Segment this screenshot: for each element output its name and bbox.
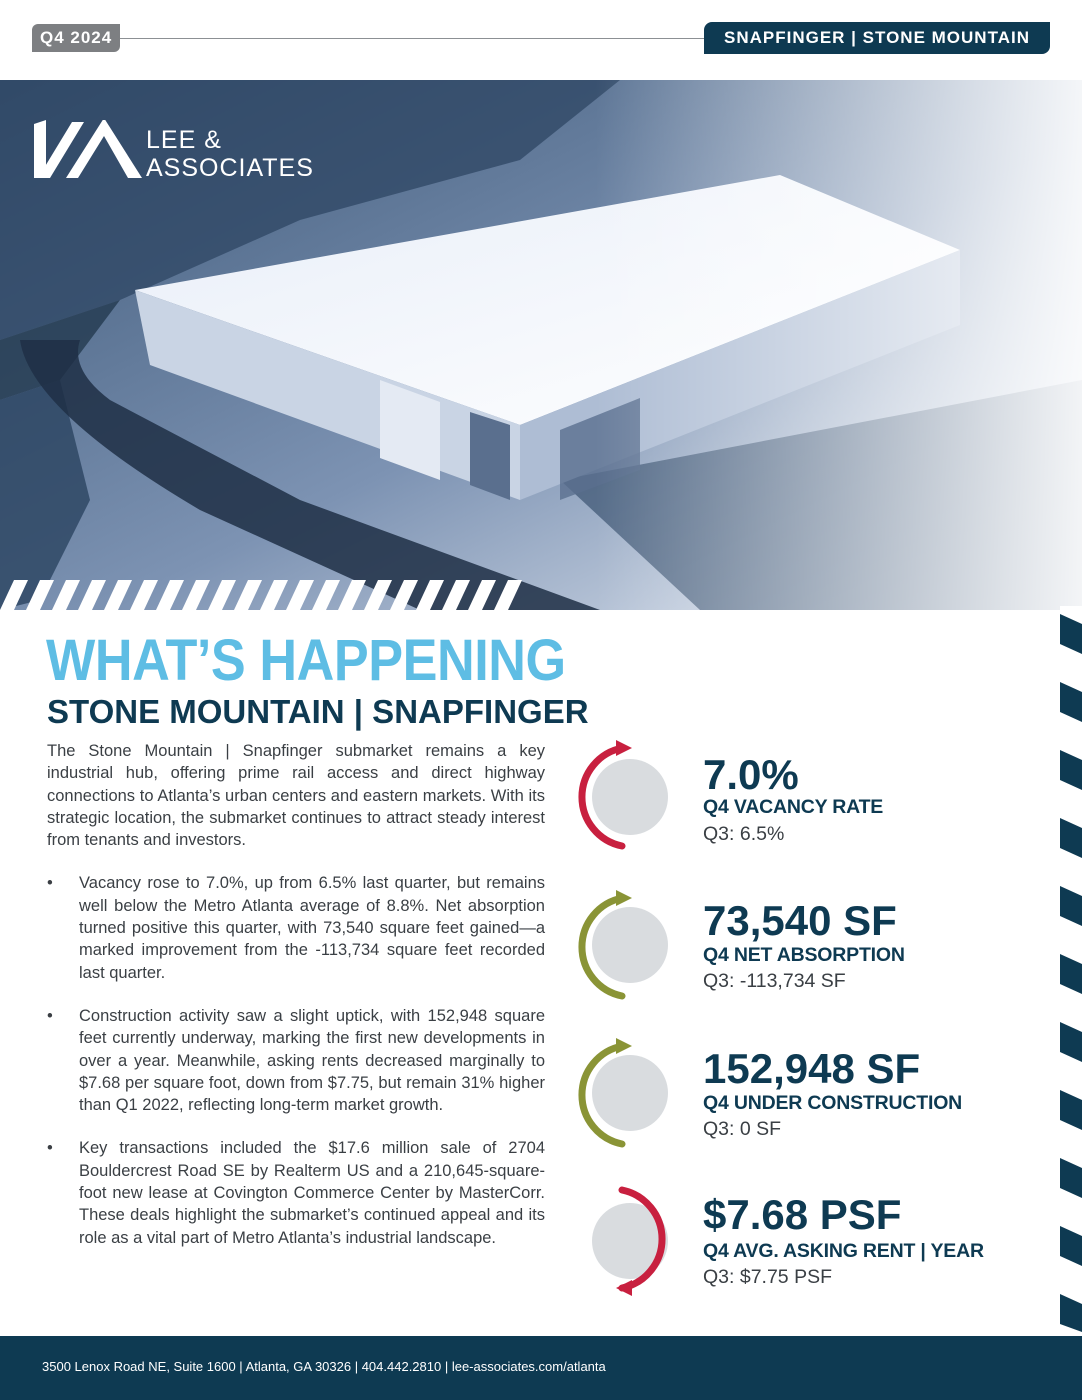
vacancy-trend-up-icon: [572, 740, 682, 850]
page-subhead: STONE MOUNTAIN | SNAPFINGER: [47, 693, 589, 730]
list-item: [47, 1137, 545, 1248]
asking-rent-value: $7.68 PSF: [703, 1191, 902, 1238]
page-headline: WHAT’S HAPPENING: [46, 628, 566, 693]
bullet-icon: •: [47, 1006, 53, 1025]
bullet-text: Vacancy rose to 7.0%, up from 6.5% last quarter, but remains well below the Metro Atlanta average of 8.8%. Net absorption turned positive this quarter, with 73,540 square feet gained—a marked improvement from the -113,734 square feet recorded last quarter.: [79, 874, 545, 982]
list-item: [47, 872, 545, 983]
quarter-tag: Q4 2024: [32, 24, 120, 52]
logo-wordmark: [146, 126, 314, 182]
side-hazard-stripes: [1060, 606, 1082, 1332]
bullet-text: Key transactions included the $17.6 million sale of 2704 Bouldercrest Road SE by Realterm US and a 210,645-square-foot new lease at Covington Commerce Center by MasterCorr. These deals highlight the submarket’s continued appeal and its role as a vital part of Metro Atlanta’s industrial landscape.: [79, 1139, 545, 1247]
footer-contact-text: 3500 Lenox Road NE, Suite 1600 | Atlanta, GA 30326 | 404.442.2810 | lee-associates.com/atlanta: [42, 1359, 606, 1374]
net-absorption-value: 73,540 SF: [703, 897, 897, 944]
asking-rent-label: Q4 AVG. ASKING RENT | YEAR: [703, 1240, 984, 1262]
bullet-text: Construction activity saw a slight uptick, with 152,948 square feet currently underway, marking the first new developments in over a year. Meanwhile, asking rents decreased marginally to $7.68 per square foot, down from $7.75, but remain 31% higher than Q1 2022, reflecting long-term market growth.: [79, 1006, 545, 1115]
net-absorption-label: Q4 NET ABSORPTION: [703, 944, 905, 966]
asking-rent-trend-down-icon: [572, 1186, 682, 1296]
vacancy-rate-value: 7.0%: [703, 751, 799, 798]
logo-line-2: ASSOCIATES: [146, 154, 314, 182]
article-body: [47, 740, 545, 1270]
market-tag: SNAPFINGER | STONE MOUNTAIN: [704, 22, 1050, 54]
highlights-list: [47, 872, 545, 1248]
list-item: [47, 1005, 545, 1116]
intro-paragraph: The Stone Mountain | Snapfinger submarket remains a key industrial hub, offering prime rail access and direct highway connections to Atlanta’s urban centers and eastern markets. With its strategic location, the submarket continues to attract steady interest from tenants and investors.: [47, 742, 545, 850]
construction-trend-up-icon: [572, 1038, 682, 1148]
under-construction-previous: Q3: 0 SF: [703, 1118, 782, 1140]
logo-line-1: LEE &: [146, 126, 222, 154]
vacancy-rate-previous: Q3: 6.5%: [703, 823, 785, 845]
net-absorption-previous: Q3: -113,734 SF: [703, 970, 846, 992]
absorption-trend-up-icon: [572, 890, 682, 1000]
bullet-icon: •: [47, 1139, 53, 1158]
under-construction-value: 152,948 SF: [703, 1045, 921, 1092]
under-construction-label: Q4 UNDER CONSTRUCTION: [703, 1092, 963, 1114]
asking-rent-previous: Q3: $7.75 PSF: [703, 1266, 832, 1288]
bullet-icon: •: [47, 874, 53, 893]
vacancy-rate-label: Q4 VACANCY RATE: [703, 796, 884, 818]
footer-bar: [0, 1336, 1082, 1400]
